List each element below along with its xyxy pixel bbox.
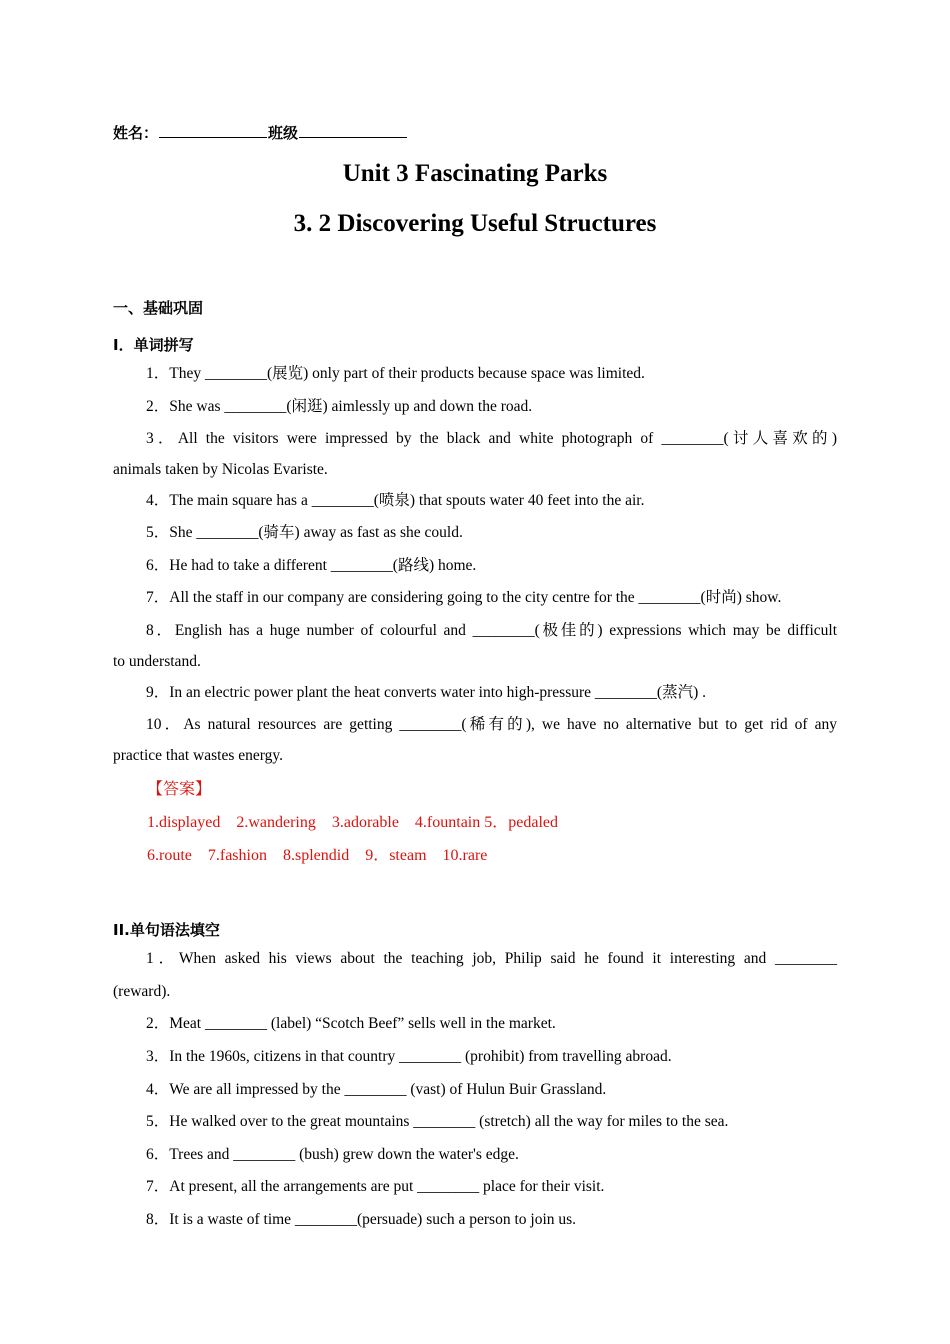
answers-line-1: 1.displayed 2.wandering 3.adorable 4.fountain 5．pedaled: [147, 814, 559, 831]
class-blank[interactable]: [299, 123, 407, 138]
question-9: 9．In an electric power plant the heat converts water into high-pressure ________(蒸汽) .: [146, 684, 706, 701]
page-subtitle: 3. 2 Discovering Useful Structures: [293, 210, 657, 237]
question-10: 10．As natural resources are getting ________(稀有的), we have no alternative but to get rid of any: [146, 716, 837, 733]
question-3: 3．All the visitors were impressed by the black and white photograph of ________(讨人喜欢的): [146, 430, 837, 447]
section-heading-grammar: II.单句语法填空: [113, 921, 220, 939]
question-8: 8．English has a huge number of colourful and ________(极佳的) expressions which may be difficult: [146, 622, 837, 639]
question-5: 5．She ________(骑车) away as fast as she could.: [146, 524, 463, 541]
question-3-continuation: animals taken by Nicolas Evariste.: [113, 461, 328, 478]
grammar-question-8: 8．It is a waste of time ________(persuade) such a person to join us.: [146, 1211, 577, 1228]
page-title: Unit 3 Fascinating Parks: [342, 160, 608, 187]
question-1: 1．They ________(展览) only part of their products because space was limited.: [146, 365, 645, 382]
question-8-continuation: to understand.: [113, 653, 201, 670]
name-class-line: [113, 122, 408, 143]
part-heading-spelling: I．单词拼写: [113, 336, 194, 354]
name-blank[interactable]: [159, 123, 267, 138]
grammar-question-6: 6．Trees and ________ (bush) grew down the water's edge.: [146, 1146, 519, 1163]
answer-label: 【答案】: [147, 779, 212, 798]
question-2: 2．She was ________(闲逛) aimlessly up and down the road.: [146, 398, 533, 415]
question-6: 6．He had to take a different ________(路线) home.: [146, 557, 477, 574]
answers-line-2: 6.route 7.fashion 8.splendid 9．steam 10.rare: [147, 847, 488, 864]
question-7: 7．All the staff in our company are considering going to the city centre for the ________(时尚) show.: [146, 589, 782, 606]
class-label: 班级: [268, 124, 299, 142]
question-4: 4．The main square has a ________(喷泉) that spouts water 40 feet into the air.: [146, 492, 645, 509]
grammar-question-5: 5．He walked over to the great mountains ________ (stretch) all the way for miles to the sea.: [146, 1113, 729, 1130]
question-10-continuation: practice that wastes energy.: [113, 747, 283, 764]
grammar-question-7: 7．At present, all the arrangements are put ________ place for their visit.: [146, 1178, 605, 1195]
grammar-question-1: 1．When asked his views about the teaching job, Philip said he found it interesting and ________: [146, 950, 837, 967]
grammar-question-2: 2．Meat ________ (label) “Scotch Beef” sells well in the market.: [146, 1015, 556, 1032]
grammar-question-3: 3．In the 1960s, citizens in that country ________ (prohibit) from travelling abroad.: [146, 1048, 672, 1065]
name-label: 姓名：: [113, 124, 159, 142]
grammar-question-4: 4．We are all impressed by the ________ (vast) of Hulun Buir Grassland.: [146, 1081, 607, 1098]
grammar-question-1-continuation: (reward).: [113, 983, 171, 1000]
section-heading-basics: 一、基础巩固: [113, 299, 204, 317]
